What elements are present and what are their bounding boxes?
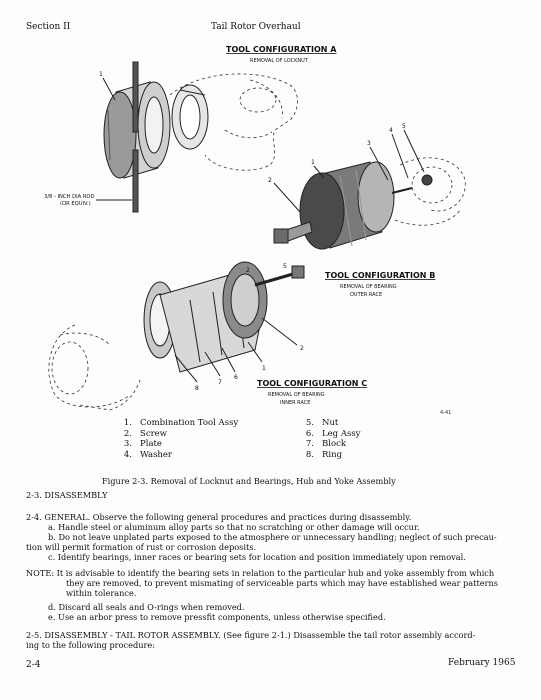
- section-2-5-cont: ing to the following procedure:: [26, 640, 155, 650]
- config-c-title: TOOL CONFIGURATION C: [257, 379, 368, 388]
- section-label: Section II: [26, 22, 71, 32]
- section-2-4-b-cont: tion will permit formation of rust or corrosion deposits.: [26, 542, 257, 552]
- note-line-1: NOTE: It is advisable to identify the bearing sets in relation to the particular hub and yoke assembly from which: [26, 568, 495, 578]
- callout-c-2: 2: [300, 345, 304, 352]
- section-2-4-e: e. Use an arbor press to remove pressfit components, unless otherwise specified.: [48, 612, 386, 622]
- callout-a-1: 1: [99, 71, 103, 78]
- config-a-subtitle: REMOVAL OF LOCKNUT: [250, 58, 308, 64]
- note-line-2: they are removed, to prevent mismating of serviceable parts which may have established wear patterns: [66, 578, 498, 588]
- page-number: 2-4: [26, 660, 41, 670]
- section-2-5-heading: 2-5. DISASSEMBLY - TAIL ROTOR ASSEMBLY. (See figure 2-1.) Disassemble the tail rotor assembly accord-: [26, 630, 476, 640]
- config-c-subtitle-2: INNER RACE: [280, 400, 311, 406]
- callout-c-7: 7: [218, 379, 222, 386]
- legend-item: 2. Screw: [123, 428, 167, 439]
- legend-right: [300, 418, 360, 460]
- figure-id: 4-41: [440, 410, 452, 416]
- config-a-title: TOOL CONFIGURATION A: [226, 45, 337, 54]
- tool-config-a-drawing: [96, 62, 298, 212]
- note-line-3: within tolerance.: [66, 588, 137, 598]
- config-b-title: TOOL CONFIGURATION B: [325, 271, 436, 280]
- legend-item: 1. Combination Tool Assy: [123, 418, 239, 428]
- callout-c-8: 8: [195, 385, 199, 392]
- callout-b-5: 5: [402, 123, 406, 130]
- figure-caption: Figure 2-3. Removal of Locknut and Bearings, Hub and Yoke Assembly: [102, 476, 396, 486]
- legend-left: [118, 418, 238, 460]
- callout-c-2b: 2: [246, 267, 250, 274]
- callout-c-1: 1: [262, 365, 266, 372]
- callout-b-4: 4: [389, 127, 393, 134]
- section-2-4-c: c. Identify bearings, inner races or bearing sets for location and position immediately upon removal.: [48, 552, 466, 562]
- legend-item: 6. Leg Assy: [305, 428, 361, 439]
- rod-note-line-1: 3/8 - INCH DIA ROD: [44, 194, 95, 200]
- callout-b-2: 2: [268, 177, 272, 184]
- callout-c-6: 6: [234, 374, 238, 381]
- page-title: Tail Rotor Overhaul: [211, 22, 301, 32]
- section-2-4-a: a. Handle steel or aluminum alloy parts so that no scratching or other damage will occur.: [48, 522, 420, 532]
- config-c-subtitle-1: REMOVAL OF BEARING: [268, 392, 325, 398]
- legend-item: 5. Nut: [305, 418, 339, 428]
- callout-b-3: 3: [367, 140, 371, 147]
- section-2-3-heading: 2-3. DISASSEMBLY: [26, 490, 108, 500]
- section-2-4-heading: 2-4. GENERAL. Observe the following general procedures and practices during disassembly.: [26, 512, 412, 522]
- section-2-4-d: d. Discard all seals and O-rings when removed.: [48, 602, 245, 612]
- legend-item: 4. Washer: [123, 449, 172, 460]
- callout-c-5: 5: [283, 263, 287, 270]
- section-2-4-b: b. Do not leave unplated parts exposed to the atmosphere or unnecessary handling; neglect of such precau-: [48, 532, 497, 542]
- tool-config-b-drawing: [274, 130, 465, 249]
- publication-date: February 1965: [448, 658, 516, 668]
- legend-item: 3. Plate: [123, 439, 162, 449]
- config-b-subtitle-1: REMOVAL OF BEARING: [340, 284, 397, 290]
- callout-b-1: 1: [311, 159, 315, 166]
- legend-item: 7. Block: [305, 439, 346, 449]
- rod-note-line-2: (OR EQUIV.): [60, 201, 91, 207]
- config-b-subtitle-2: OUTER RACE: [350, 292, 383, 298]
- legend-item: 8. Ring: [305, 449, 343, 460]
